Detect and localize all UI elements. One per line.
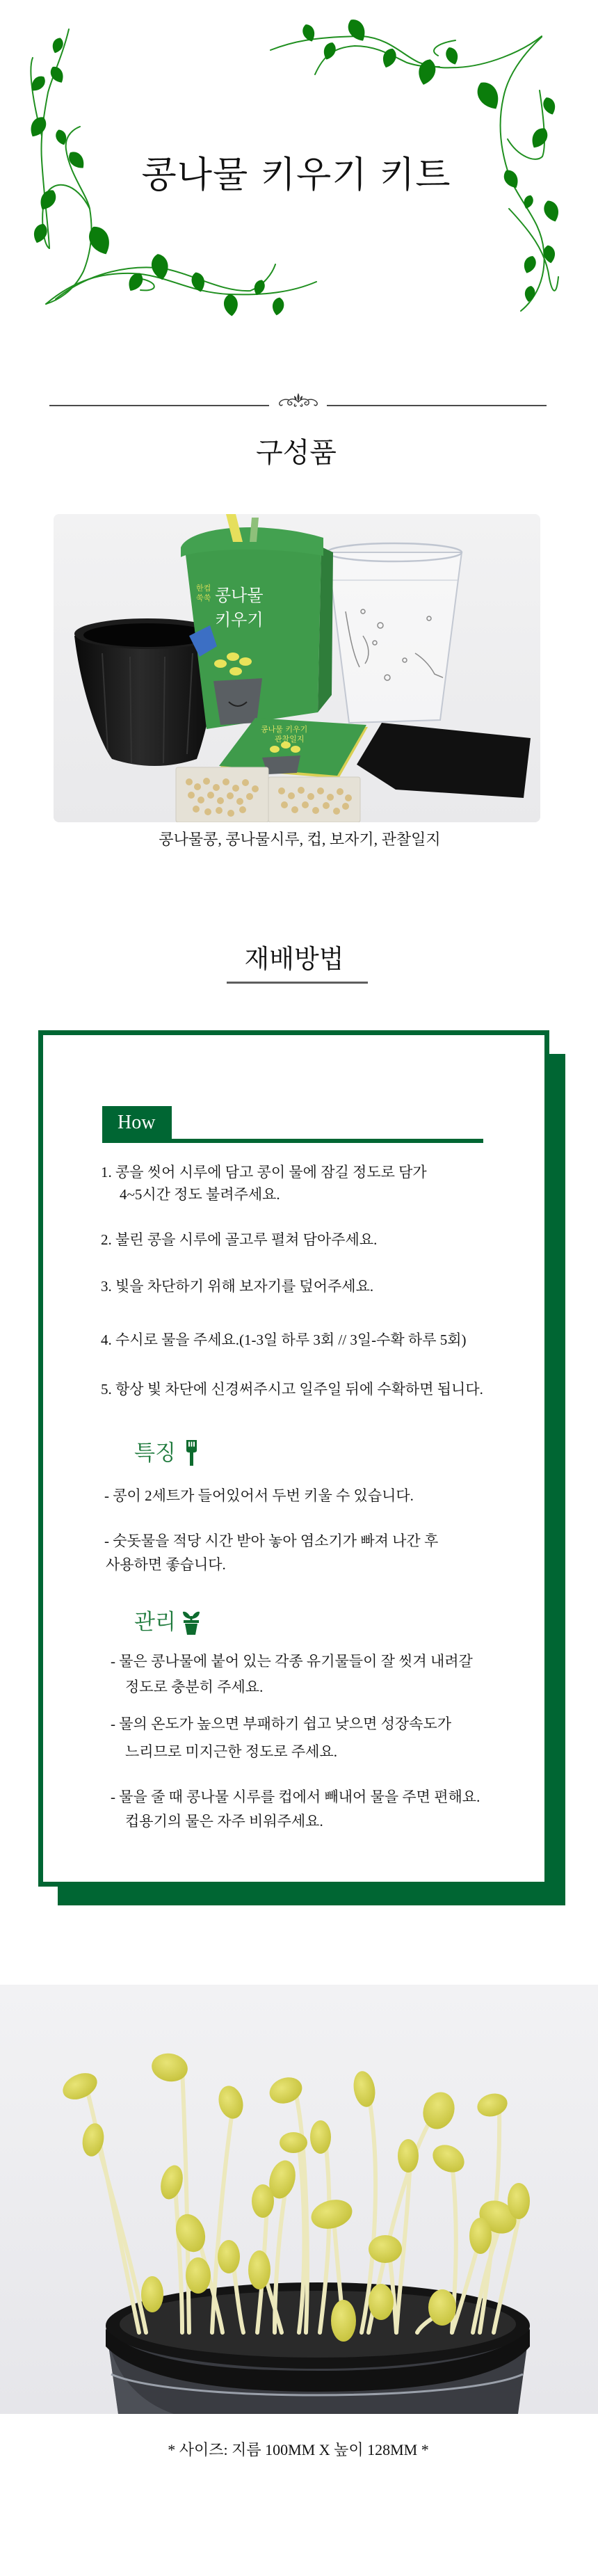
step-1-line-1: 1. 콩을 씻어 시루에 담고 콩이 물에 잠길 정도로 담가 [101,1164,427,1181]
bean-sprout-photo [0,1985,598,2414]
divider-line-left [49,405,269,406]
step-1-line-2: 4~5시간 정도 불려주세요. [120,1186,280,1203]
components-caption: 콩나물콩, 콩나물시루, 컵, 보자기, 관찰일지 [159,831,441,848]
how-tab-label: How [118,1112,156,1133]
care-heading: 관리 [134,1610,176,1635]
booklet-title: 콩나물 키우기 [261,725,308,734]
feature-2-line-2: 사용하면 좋습니다. [106,1556,226,1573]
care-2-line-2: 느리므로 미지근한 정도로 주세요. [125,1743,338,1760]
feature-2-line-1: - 숫돗물을 적당 시간 받아 놓아 염소기가 빠져 나간 후 [104,1533,439,1549]
size-caption: * 사이즈: 지름 100MM X 높이 128MM * [168,2441,429,2458]
step-5: 5. 항상 빛 차단에 신경써주시고 일주일 뒤에 수확하면 됩니다. [101,1381,483,1398]
step-3: 3. 빛을 차단하기 위해 보자기를 덮어주세요. [101,1278,374,1295]
plant-pot-icon [182,1609,200,1635]
clear-cup [327,543,462,723]
booklet-title: 관찰일지 [275,735,305,744]
product-photo [54,514,540,822]
spatula-icon [186,1440,197,1466]
page-title: 콩나물 키우기 키트 [141,154,451,196]
box-title: 콩나물 [215,586,264,605]
step-2: 2. 불린 콩을 시루에 골고루 펼쳐 담아주세요. [101,1231,378,1248]
care-3-line-2: 컵용기의 물은 자주 비워주세요. [125,1813,323,1830]
kit-box [181,514,333,729]
care-2-line-1: - 물의 온도가 높으면 부패하기 쉽고 낮으면 성장속도가 [111,1715,452,1732]
care-1-line-1: - 물은 콩나물에 붙어 있는 각종 유기물들이 잘 씻겨 내려갈 [111,1653,473,1670]
box-title: 키우기 [215,610,264,630]
feature-1: - 콩이 2세트가 들어있어서 두번 키울 수 있습니다. [104,1487,414,1504]
ornament-icon [277,392,320,408]
box-small-text: 쑥쑥 [196,593,211,602]
step-4: 4. 수시로 물을 주세요.(1-3일 하루 3회 // 3일-수확 하루 5회) [101,1331,467,1348]
box-small-text: 한컵 [196,584,211,593]
method-title: 재배방법 [244,945,344,974]
care-1-line-2: 정도로 충분히 주세요. [125,1679,264,1695]
care-3-line-1: - 물을 줄 때 콩나물 시루를 컵에서 빼내어 물을 주면 편해요. [111,1789,480,1805]
features-heading: 특징 [134,1441,176,1466]
how-tab-underline [102,1139,483,1143]
method-title-underline [227,982,368,984]
divider-line-right [327,405,547,406]
components-title: 구성품 [256,437,337,468]
